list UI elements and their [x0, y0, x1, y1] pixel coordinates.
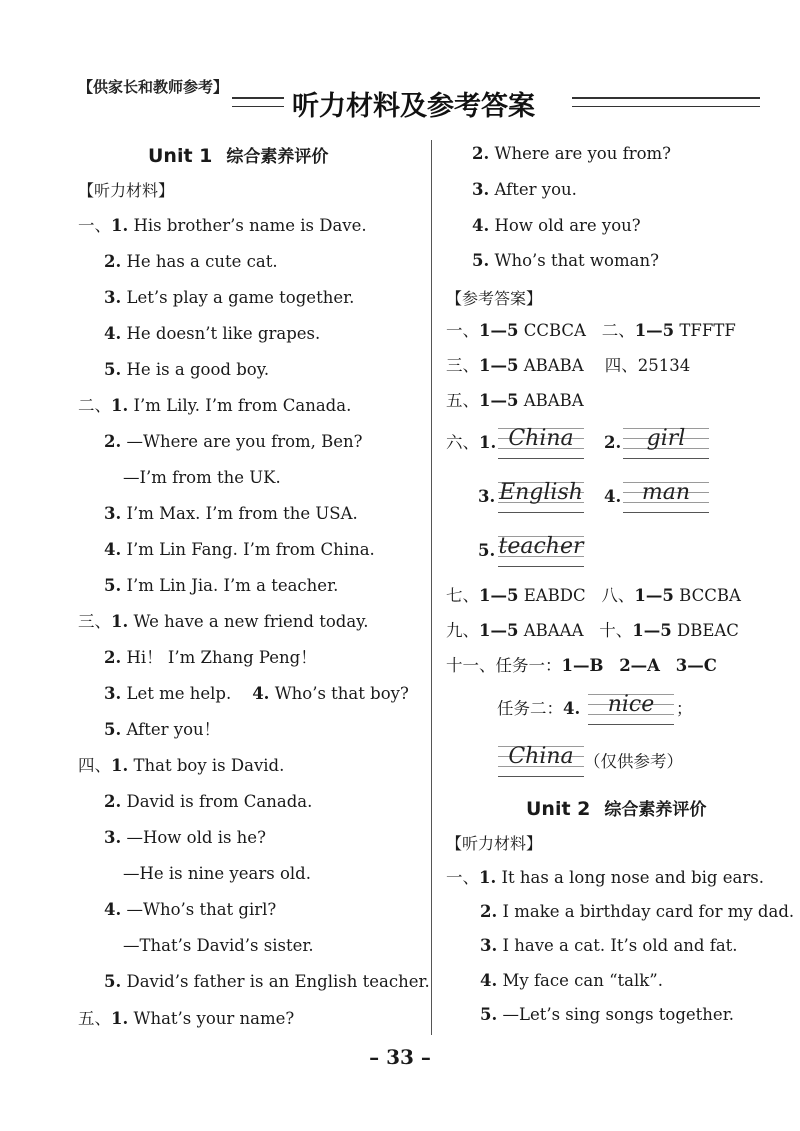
- s2-prefix: 二、: [78, 396, 111, 415]
- reference-tag: 【供家长和教师参考】: [78, 78, 229, 96]
- item-number: 1.: [111, 216, 129, 235]
- s4-item-5: [104, 971, 430, 993]
- s3-prefix: 三、: [78, 612, 111, 631]
- item-text: My face can “talk”.: [502, 971, 663, 990]
- s3-item-3-4: [104, 683, 409, 705]
- answer-value: CCBCA: [523, 321, 586, 340]
- unit1-answers-label: 【参考答案】: [446, 289, 543, 308]
- item-number: 5.: [104, 972, 122, 991]
- answer-value: DBEAC: [676, 621, 739, 640]
- item-text: He doesn’t like grapes.: [126, 324, 321, 343]
- answer-range: 1—5: [479, 621, 519, 640]
- answer-number: 4.: [563, 699, 581, 718]
- answer-value: ABABA: [523, 391, 584, 410]
- item-text: I’m Lin Jia. I’m a teacher.: [126, 576, 339, 595]
- answer-value: BCCBA: [679, 586, 741, 605]
- s3-item-2: [104, 647, 317, 669]
- item-text: I’m Lin Fang. I’m from China.: [126, 540, 375, 559]
- unit2-title-cn: 综合素养评价: [604, 800, 707, 820]
- item-number: 5.: [480, 1005, 498, 1024]
- s1-item-2: [104, 251, 278, 273]
- unit1-title-en: Unit 1: [148, 145, 213, 167]
- page-title: 听力材料及参考答案: [292, 91, 535, 122]
- answer-prefix: 七、: [446, 586, 479, 605]
- column-divider: [431, 140, 432, 1035]
- task-answer: 2—A: [619, 656, 660, 675]
- s5-item-3: [472, 179, 577, 201]
- item-number: 1.: [111, 1009, 129, 1028]
- s5-item-1: [78, 1008, 294, 1030]
- answer-6-label-4: [604, 486, 621, 508]
- semicolon: ；: [676, 699, 693, 718]
- answer-prefix: 二、: [601, 321, 635, 340]
- answer-range: 1—5: [479, 356, 519, 375]
- item-text: Let me help.: [126, 684, 232, 703]
- item-text: I have a cat. It’s old and fat.: [502, 936, 738, 955]
- answer-prefix: 五、: [446, 391, 479, 410]
- answer-6-4-blank: [623, 478, 709, 514]
- answer-prefix: 一、: [446, 321, 479, 340]
- item-text: David is from Canada.: [126, 792, 313, 811]
- s1-item-1: [78, 215, 367, 237]
- item-number: 4.: [104, 540, 122, 559]
- item-number: 3.: [480, 936, 498, 955]
- answer-value: TFFTF: [679, 321, 736, 340]
- item-number: 4.: [104, 900, 122, 919]
- answer-6-5-blank: [498, 532, 584, 568]
- task-label: 任务二：: [497, 699, 563, 718]
- u2-s1-item-1: [446, 867, 764, 889]
- answer-row-7-8: [446, 585, 741, 607]
- item-number: 2.: [104, 252, 122, 271]
- handwritten-answer: nice: [607, 692, 655, 717]
- answer-prefix: 四、: [604, 356, 638, 375]
- item-text: We have a new friend today.: [133, 612, 369, 631]
- item-number: 3.: [104, 504, 122, 523]
- item-text: After you！: [126, 720, 221, 739]
- item-number: 3.: [104, 828, 122, 847]
- handwritten-answer: China: [508, 744, 574, 769]
- item-text: He is a good boy.: [126, 360, 270, 379]
- item-number: 4.: [472, 216, 490, 235]
- item-number: 1.: [479, 868, 497, 887]
- item-text: Hi！ I’m Zhang Peng！: [126, 648, 317, 667]
- answer-value: EABDC: [523, 586, 586, 605]
- s4-item-3a: [104, 827, 266, 849]
- item-number: 1.: [111, 396, 129, 415]
- u2-s1-item-5: [480, 1004, 734, 1026]
- unit1-title: [148, 142, 328, 167]
- item-number: 2.: [104, 648, 122, 667]
- s2-item-2a: [104, 431, 363, 453]
- unit1-title-cn: 综合素养评价: [226, 147, 329, 167]
- answer-6-label-2: [604, 432, 621, 454]
- answer-row-1-2: [446, 320, 736, 342]
- answer-row-9-10: [446, 620, 739, 642]
- task-label: 任务一：: [495, 656, 562, 675]
- item-text: It has a long nose and big ears.: [501, 868, 764, 887]
- s4-item-4b: —That’s David’s sister.: [123, 936, 314, 955]
- answer-prefix: 九、: [446, 621, 479, 640]
- item-text: Who’s that boy?: [274, 684, 409, 703]
- item-number: 5.: [104, 360, 122, 379]
- answer-prefix: 十一、: [446, 656, 496, 675]
- item-number: 2.: [472, 144, 490, 163]
- answer-value: ABAAA: [523, 621, 584, 640]
- s5-item-4: [472, 215, 641, 237]
- s1-item-4: [104, 323, 320, 345]
- answer-11-task2-label: [497, 698, 580, 720]
- answer-prefix: 六、: [446, 433, 479, 452]
- item-number: 4.: [252, 684, 270, 703]
- item-text: I make a birthday card for my dad.: [502, 902, 795, 921]
- unit1-listening-label: 【听力材料】: [78, 181, 175, 200]
- answer-number: 1.: [479, 433, 497, 452]
- item-text: David’s father is an English teacher.: [126, 972, 430, 991]
- u2-s1-item-2: [480, 901, 794, 923]
- item-text: That boy is David.: [133, 756, 285, 775]
- answer-row-3-4: [446, 355, 690, 377]
- answer-range: 1—5: [479, 391, 519, 410]
- item-text: Let’s play a game together.: [126, 288, 355, 307]
- s2-item-4: [104, 539, 375, 561]
- answer-row-5: [446, 390, 584, 412]
- answer-11-blank-1: [588, 690, 674, 726]
- answer-prefix: 三、: [446, 356, 479, 375]
- answer-range: 1—5: [632, 621, 672, 640]
- task-answer: 3—C: [675, 656, 717, 675]
- answer-number: 5.: [478, 541, 496, 560]
- s4-item-1: [78, 755, 284, 777]
- answer-number: 4.: [604, 487, 622, 506]
- answer-6-label-3: [478, 486, 495, 508]
- item-text: I’m Max. I’m from the USA.: [126, 504, 358, 523]
- item-text: How old are you?: [494, 216, 641, 235]
- item-number: 2.: [104, 792, 122, 811]
- handwritten-answer: China: [508, 426, 574, 451]
- answer-row-11: [446, 655, 717, 677]
- s4-item-4a: [104, 899, 276, 921]
- s5-prefix: 五、: [78, 1009, 111, 1028]
- answer-6-label-5: [478, 540, 495, 562]
- unit2-listening-label: 【听力材料】: [446, 834, 543, 853]
- item-text: —How old is he?: [126, 828, 266, 847]
- item-number: 3.: [472, 180, 490, 199]
- s2-item-1: [78, 395, 351, 417]
- answer-value: ABABA: [523, 356, 584, 375]
- s2-item-5: [104, 575, 338, 597]
- unit2-title-en: Unit 2: [526, 798, 591, 820]
- handwritten-answer: girl: [646, 426, 686, 451]
- answer-number: 2.: [604, 433, 622, 452]
- reference-note: （仅供参考）: [584, 752, 683, 771]
- item-number: 2.: [480, 902, 498, 921]
- item-text: Where are you from?: [494, 144, 672, 163]
- answer-range: 1—5: [479, 586, 519, 605]
- answer-range: 1—5: [634, 321, 675, 340]
- s2-item-2b: —I’m from the UK.: [123, 468, 281, 487]
- unit2-title: [526, 795, 706, 820]
- item-text: —Who’s that girl?: [126, 900, 277, 919]
- item-number: 2.: [104, 432, 122, 451]
- s5-item-5: [472, 250, 659, 272]
- item-number: 4.: [104, 324, 122, 343]
- u2-s1-item-4: [480, 970, 663, 992]
- s3-item-1: [78, 611, 369, 633]
- item-number: 5.: [472, 251, 490, 270]
- item-text: His brother’s name is Dave.: [133, 216, 367, 235]
- s5-item-2: [472, 143, 671, 165]
- item-text: —Where are you from, Ben?: [126, 432, 363, 451]
- item-number: 5.: [104, 576, 122, 595]
- handwritten-answer: English: [499, 480, 583, 505]
- answer-6-2-blank: [623, 424, 709, 460]
- answer-6-3-blank: [498, 478, 584, 514]
- header-rule-right: [572, 97, 760, 107]
- u2-s1-item-3: [480, 935, 738, 957]
- item-text: What’s your name?: [133, 1009, 295, 1028]
- item-text: I’m Lily. I’m from Canada.: [133, 396, 352, 415]
- answer-prefix: 十、: [599, 621, 633, 640]
- header-rule-left: [232, 97, 284, 107]
- item-text: Who’s that woman?: [494, 251, 659, 270]
- answer-6-1-blank: [498, 424, 584, 460]
- task-answer: 1—B: [561, 656, 604, 675]
- item-text: He has a cute cat.: [126, 252, 278, 271]
- s4-item-3b: —He is nine years old.: [123, 864, 311, 883]
- item-number: 4.: [480, 971, 498, 990]
- answer-11-blank-2: [498, 742, 584, 778]
- answer-6-label-1: [446, 432, 496, 454]
- handwritten-answer: man: [641, 480, 691, 505]
- s3-item-5: [104, 719, 220, 741]
- handwritten-answer: teacher: [498, 534, 584, 559]
- s1-item-5: [104, 359, 269, 381]
- answer-value: 25134: [637, 356, 691, 375]
- answer-prefix: 八、: [601, 586, 635, 605]
- item-text: After you.: [494, 180, 577, 199]
- s4-item-2: [104, 791, 312, 813]
- page-number: – 33 –: [369, 1045, 431, 1069]
- u2-s1-prefix: 一、: [446, 868, 479, 887]
- item-number: 1.: [111, 612, 129, 631]
- item-text: —Let’s sing songs together.: [502, 1005, 735, 1024]
- answer-number: 3.: [478, 487, 496, 506]
- s4-prefix: 四、: [78, 756, 111, 775]
- s1-item-3: [104, 287, 354, 309]
- item-number: 3.: [104, 684, 122, 703]
- item-number: 5.: [104, 720, 122, 739]
- answer-range: 1—5: [479, 321, 519, 340]
- item-number: 1.: [111, 756, 129, 775]
- item-number: 3.: [104, 288, 122, 307]
- s1-prefix: 一、: [78, 216, 111, 235]
- answer-range: 1—5: [634, 586, 674, 605]
- s2-item-3: [104, 503, 358, 525]
